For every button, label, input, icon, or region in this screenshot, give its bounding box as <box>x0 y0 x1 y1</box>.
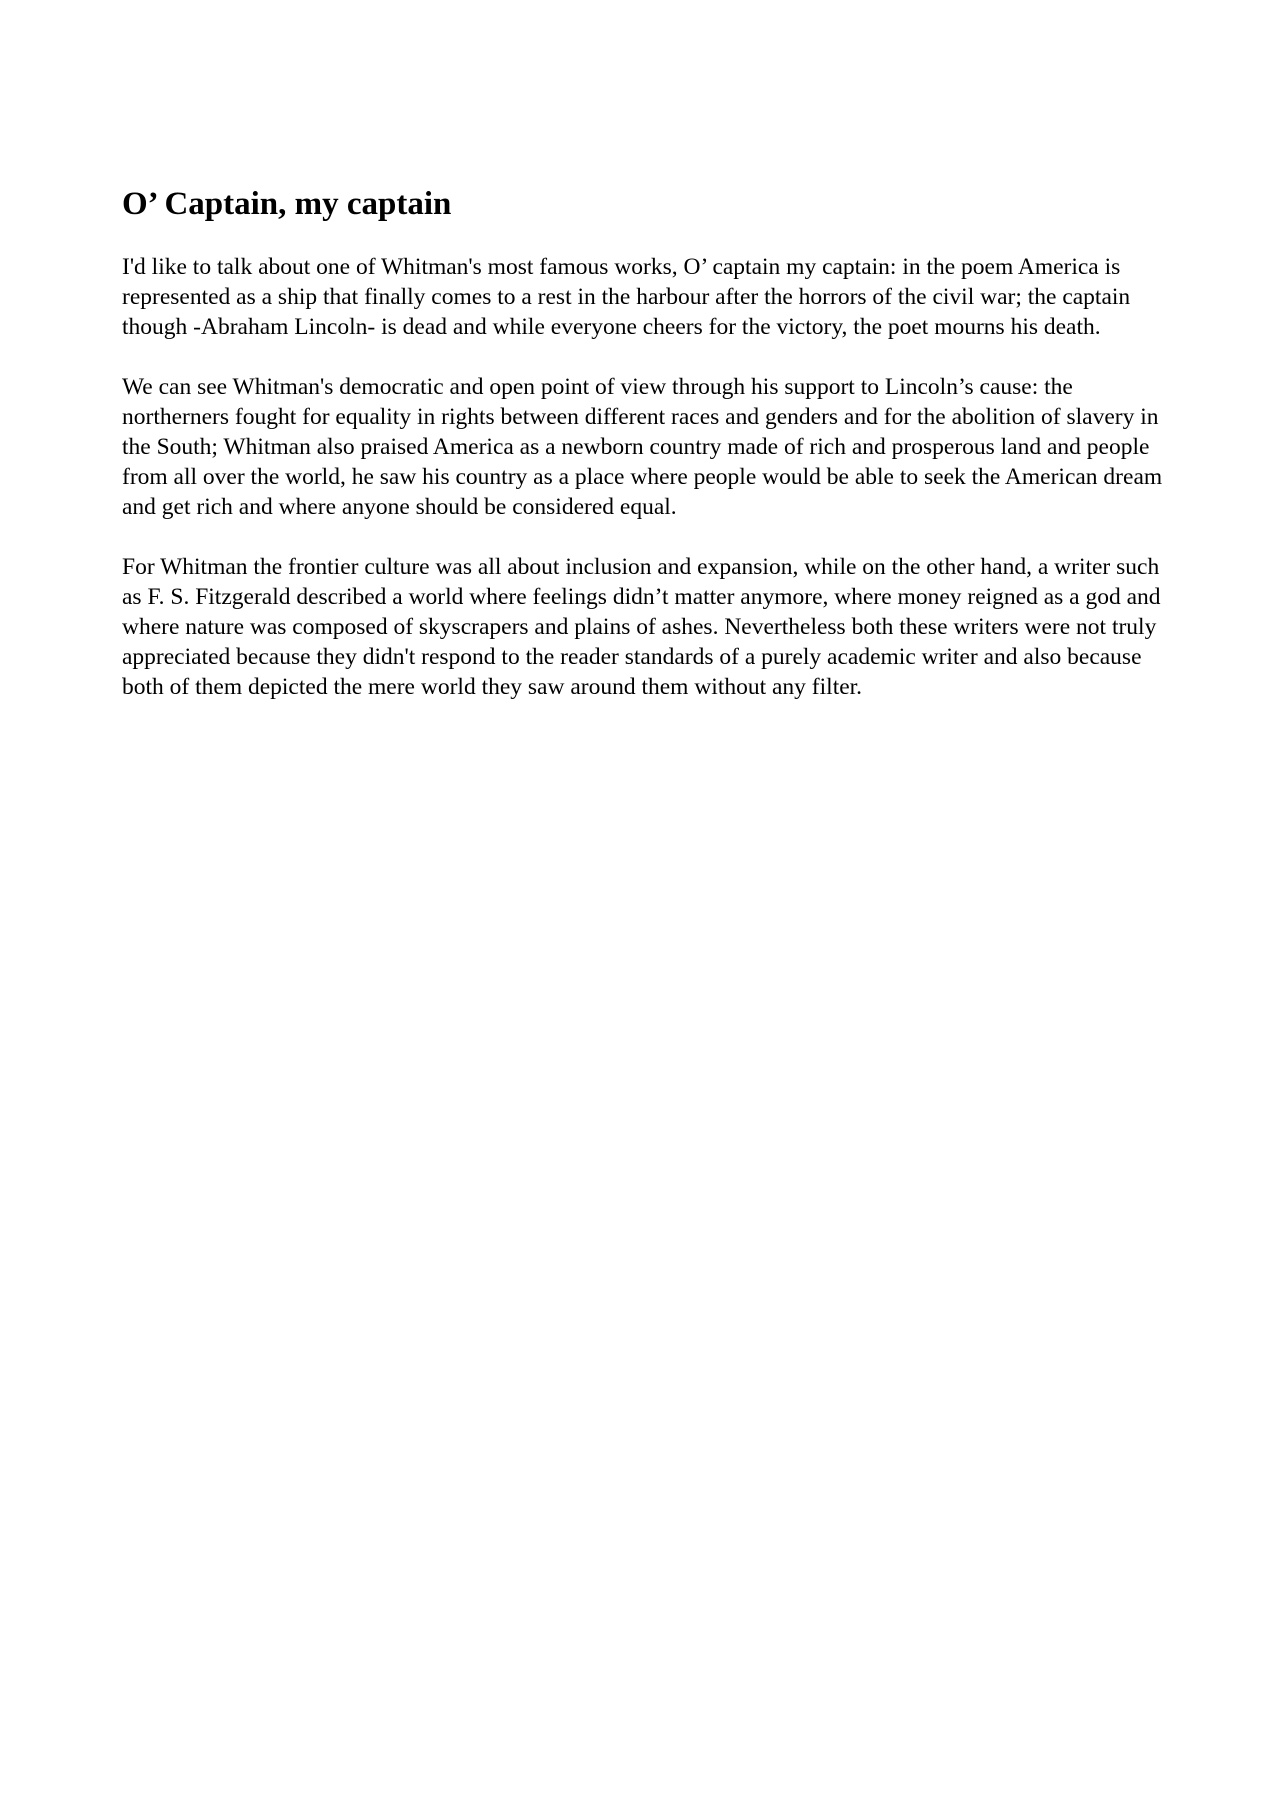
paragraph-whitman-poem: I'd like to talk about one of Whitman's most famous works, O’ captain my captain: in the poem America is represented as a ship that finally comes to a rest in the harbour after the horrors of the civil war; the captain though -Abraham Lincoln- is dead and while everyone cheers for the victory, the poet mourns his death. <box>122 254 1131 340</box>
document-title: O’ Captain, my captain <box>122 186 452 222</box>
paragraph-democratic-view: We can see Whitman's democratic and open point of view through his support to Lincoln’s cause: the northerners fought for equality in rights between different races and genders and for the abolition of slavery in the South; Whitman also praised America as a newborn country made of rich and prosperous land and people from all over the world, he saw his country as a place where people would be able to seek the American dream and get rich and where anyone should be considered equal. <box>122 374 1163 520</box>
paragraph-frontier-culture: For Whitman the frontier culture was all about inclusion and expansion, while on the other hand, a writer such as F. S. Fitzgerald described a world where feelings didn’t matter anymore, where money reigned as a god and where nature was composed of skyscrapers and plains of ashes. Nevertheless both these writers were not truly appreciated because they didn't respond to the reader standards of a purely academic writer and also because both of them depicted the mere world they saw around them without any filter. <box>122 554 1161 700</box>
document-body <box>122 182 1172 702</box>
